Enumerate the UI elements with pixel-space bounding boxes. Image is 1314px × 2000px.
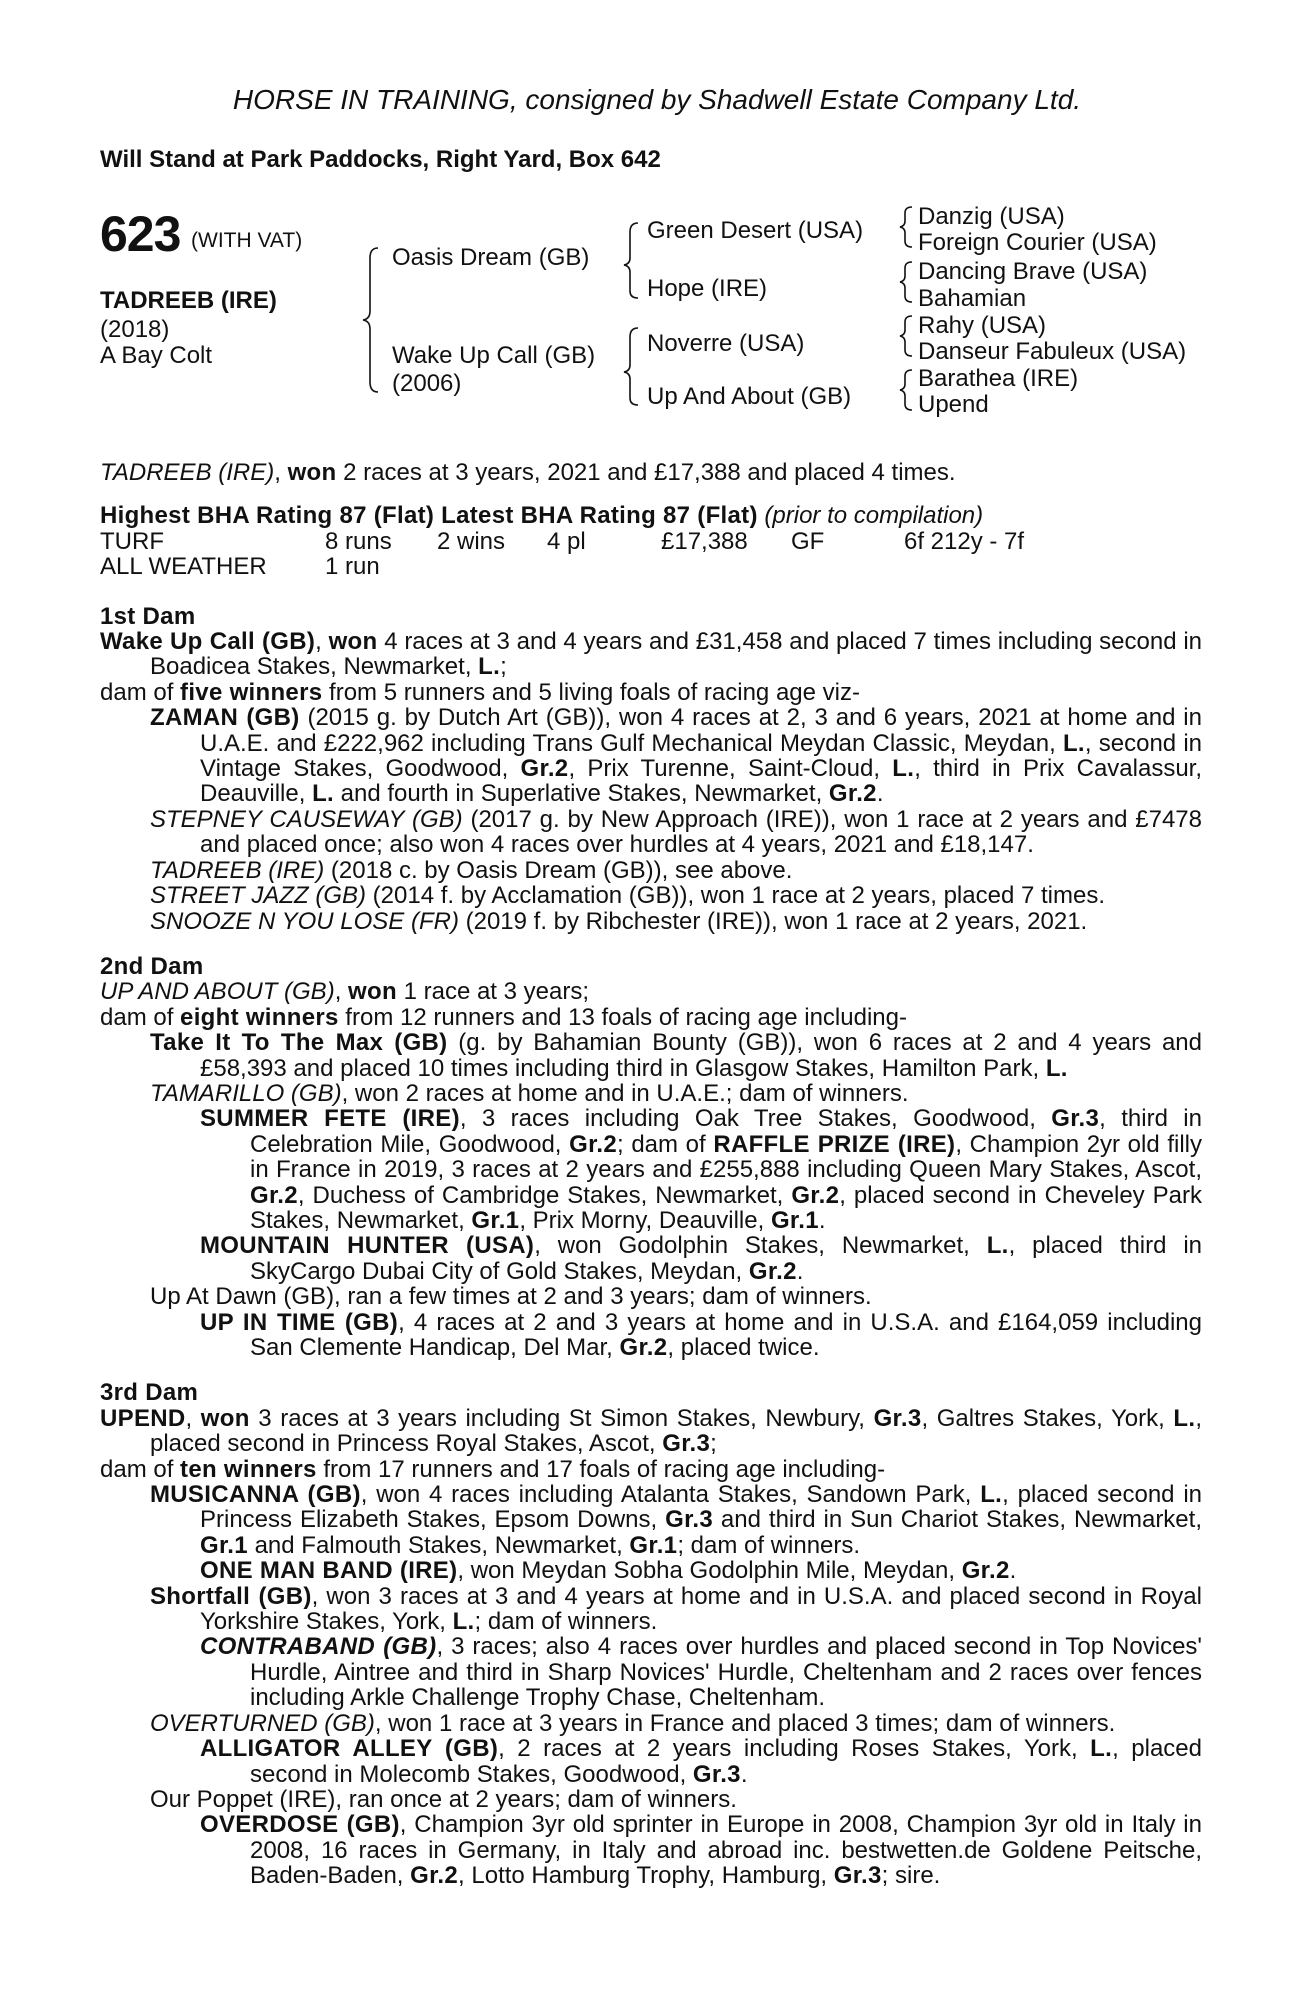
pedigree-gg7: Barathea (IRE)	[918, 365, 1079, 392]
catalogue-body	[100, 460, 1202, 1889]
lot-number: 623	[100, 206, 181, 262]
third-dam-entry: UPEND, won 3 races at 3 years including St Simon Stakes, Newbury, Gr.3, Galtres Stakes, York, L., placed second in Princess Royal Stakes, Ascot, Gr.3;	[100, 1404, 1202, 1458]
progeny-overdose: OVERDOSE (GB), Champion 3yr old sprinter in Europe in 2008, Champion 3yr old in Italy in 2008, 16 races in Germany, in Italy and abroad inc. bestwetten.de Goldene Peitsche, Baden-Baden, Gr.2, Lotto Hamburg Trophy, Hamburg, Gr.3; sire.	[200, 1811, 1202, 1890]
third-dam-produce-summary: dam of ten winners from 17 runners and 17 foals of racing age including-	[100, 1455, 886, 1483]
pedigree-gg5: Rahy (USA)	[918, 312, 1047, 339]
progeny-zaman: ZAMAN (GB) (2015 g. by Dutch Art (GB)), won 4 races at 2, 3 and 6 years, 2021 at home and in U.A.E. and £222,962 including Trans Gulf Mechanical Meydan Classic, Meydan, L., second in Vintage Stakes, Goodwood, Gr.2, Prix Turenne, Saint-Cloud, L., third in Prix Cavalassur, Deauville, L. and fourth in Superlative Stakes, Newmarket, Gr.2.	[150, 704, 1203, 808]
pedigree-sire: Oasis Dream (GB)	[392, 244, 590, 271]
progeny-alligator-alley: ALLIGATOR ALLEY (GB), 2 races at 2 years including Roses Stakes, York, L., placed second in Molecomb Stakes, Goodwood, Gr.3.	[200, 1735, 1202, 1788]
bracket-g2	[900, 262, 912, 302]
bracket-main	[363, 248, 378, 392]
progeny-take-it-to-the-max: Take It To The Max (GB) (g. by Bahamian Bounty (GB)), won 6 races at 2 and 4 years and £58,393 and placed 10 times including third in Glasgow Stakes, Hamilton Park, L.	[150, 1029, 1203, 1082]
progeny-our-poppet: Our Poppet (IRE), ran once at 2 years; dam of winners.	[150, 1785, 737, 1813]
progeny-musicanna: MUSICANNA (GB), won 4 races including Atalanta Stakes, Sandown Park, L., placed second in Princess Elizabeth Stakes, Epsom Downs, Gr.3 and third in Sun Chariot Stakes, Newmarket, Gr.1 and Falmouth Stakes, Newmarket, Gr.1; dam of winners.	[150, 1481, 1202, 1559]
progeny-mountain-hunter: MOUNTAIN HUNTER (USA), won Godolphin Stakes, Newmarket, L., placed third in SkyCargo Dubai City of Gold Stakes, Meydan, Gr.2.	[200, 1232, 1202, 1285]
progeny-stepney-causeway: STEPNEY CAUSEWAY (GB) (2017 g. by New Approach (IRE)), won 1 race at 2 years and £7478 and placed once; also won 4 races over hurdles at 4 years, 2021 and £18,147.	[150, 805, 1202, 859]
pedigree-dam-sire: Noverre (USA)	[647, 330, 805, 357]
pedigree-sire-sire: Green Desert (USA)	[647, 217, 864, 244]
progeny-one-man-band: ONE MAN BAND (IRE), won Meydan Sobha Godolphin Mile, Meydan, Gr.2.	[200, 1557, 1017, 1585]
first-dam-produce-summary: dam of five winners from 5 runners and 5 living foals of racing age viz-	[100, 678, 860, 706]
pedigree-gg4: Bahamian	[918, 285, 1027, 312]
stand-location: Will Stand at Park Paddocks, Right Yard, Box 642	[100, 146, 661, 173]
second-dam-entry: UP AND ABOUT (GB), won 1 race at 3 years;	[100, 978, 590, 1006]
pedigree-gg6: Danseur Fabuleux (USA)	[918, 338, 1187, 365]
second-dam-heading: 2nd Dam	[100, 952, 204, 980]
progeny-contraband: CONTRABAND (GB), 3 races; also 4 races over hurdles and placed second in Top Novices' Hurdle, Aintree and third in Sharp Novices' Hurdle, Cheltenham and 2 races over fences including Arkle Challenge Trophy Chase, Cheltenham.	[200, 1633, 1203, 1712]
horse-year: (2018)	[100, 316, 170, 343]
pedigree-gg1: Danzig (USA)	[918, 203, 1065, 230]
pedigree-dam-dam: Up And About (GB)	[647, 383, 852, 410]
bracket-g4	[900, 370, 912, 410]
progeny-shortfall: Shortfall (GB), won 3 races at 3 and 4 years at home and in U.S.A. and placed second in Royal Yorkshire Stakes, York, L.; dam of winners.	[150, 1582, 1202, 1636]
bracket-g1	[900, 207, 912, 247]
pedigree-gg8: Upend	[918, 391, 989, 418]
vat-note: (WITH VAT)	[191, 229, 303, 252]
bracket-g3	[900, 316, 912, 356]
third-dam-heading: 3rd Dam	[100, 1379, 199, 1407]
progeny-up-in-time: UP IN TIME (GB), 4 races at 2 and 3 years at home and in U.S.A. and £164,059 including San Clemente Handicap, Del Mar, Gr.2, placed twice.	[200, 1308, 1202, 1361]
consignor-header: HORSE IN TRAINING, consigned by Shadwell Estate Company Ltd.	[232, 84, 1082, 115]
ratings-line: Highest BHA Rating 87 (Flat) Latest BHA Rating 87 (Flat) (prior to compilation)	[100, 502, 984, 530]
pedigree-sire-dam: Hope (IRE)	[647, 275, 768, 302]
progeny-up-at-dawn: Up At Dawn (GB), ran a few times at 2 and 3 years; dam of winners.	[150, 1283, 872, 1311]
bracket-sire	[624, 223, 638, 298]
horse-name: TADREEB (IRE)	[100, 287, 277, 314]
pedigree-dam: Wake Up Call (GB)	[392, 342, 596, 369]
progeny-summer-fete: SUMMER FETE (IRE), 3 races including Oak Tree Stakes, Goodwood, Gr.3, third in Celebration Mile, Goodwood, Gr.2; dam of RAFFLE PRIZE (IRE), Champion 2yr old filly in France in 2019, 3 races at 2 years and £255,888 including Queen Mary Stakes, Ascot, Gr.2, Duchess of Cambridge Stakes, Newmarket, Gr.2, placed second in Cheveley Park Stakes, Newmarket, Gr.1, Prix Morny, Deauville, Gr.1.	[200, 1105, 1203, 1234]
progeny-street-jazz: STREET JAZZ (GB) (2014 f. by Acclamation (GB)), won 1 race at 2 years, placed 7 times.	[150, 882, 1105, 910]
second-dam-produce-summary: dam of eight winners from 12 runners and 13 foals of racing age including-	[100, 1003, 907, 1031]
progeny-tadreeb: TADREEB (IRE) (2018 c. by Oasis Dream (GB)), see above.	[150, 856, 793, 884]
progeny-snooze-n-you-lose: SNOOZE N YOU LOSE (FR) (2019 f. by Ribchester (IRE)), won 1 race at 2 years, 2021.	[150, 907, 1088, 935]
first-dam-heading: 1st Dam	[100, 602, 196, 630]
pedigree-gg2: Foreign Courier (USA)	[918, 229, 1157, 256]
bracket-dam	[624, 328, 638, 405]
progeny-overturned: OVERTURNED (GB), won 1 race at 3 years in France and placed 3 times; dam of winners.	[150, 1709, 1116, 1737]
horse-description: A Bay Colt	[100, 342, 213, 369]
performance-all-weather: ALL WEATHER 1 run	[100, 553, 380, 581]
first-dam-entry: Wake Up Call (GB), won 4 races at 3 and 4 years and £31,458 and placed 7 times including second in Boadicea Stakes, Newmarket, L.;	[100, 628, 1202, 681]
pedigree-gg3: Dancing Brave (USA)	[918, 258, 1148, 285]
pedigree-dam-year: (2006)	[392, 370, 462, 397]
progeny-tamarillo: TAMARILLO (GB), won 2 races at home and in U.A.E.; dam of winners.	[150, 1079, 909, 1107]
race-summary: TADREEB (IRE), won 2 races at 3 years, 2021 and £17,388 and placed 4 times.	[100, 459, 956, 486]
performance-turf: TURF 8 runs 2 wins 4 pl £17,388 GF 6f 212y - 7f	[100, 527, 1025, 555]
